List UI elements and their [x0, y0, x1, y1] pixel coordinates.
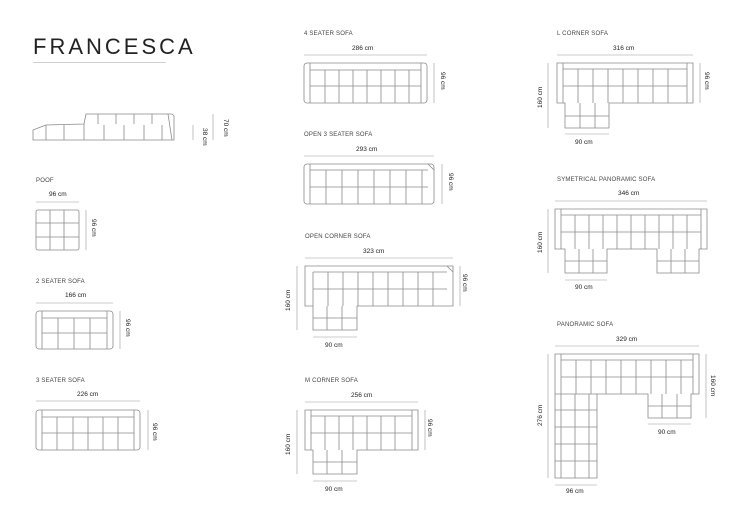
sofa4-depth-dim: 96 cm	[439, 72, 446, 90]
symmetrical-label: SYMETRICAL PANORAMIC SOFA	[557, 177, 656, 183]
poof-label: POOF	[36, 178, 54, 184]
panoramic-width-dim: 329 cm	[616, 336, 638, 343]
sofa3-depth-dim: 96 cm	[151, 423, 158, 441]
mcorner-drawing	[297, 402, 425, 481]
panoramic-drawing	[548, 346, 706, 485]
lcorner-width-dim: 316 cm	[613, 45, 635, 52]
sofa3-drawing	[36, 401, 148, 450]
opencorner-total-depth-dim: 160 cm	[285, 289, 292, 311]
open3-width-dim: 293 cm	[356, 146, 378, 153]
mcorner-width-dim: 256 cm	[351, 392, 373, 399]
opencorner-width-dim: 323 cm	[363, 248, 385, 255]
sofa3-label: 3 SEATER SOFA	[36, 378, 85, 384]
panoramic-label: PANORAMIC SOFA	[557, 322, 614, 328]
open3-label: OPEN 3 SEATER SOFA	[304, 132, 373, 138]
lcorner-total-depth-dim: 160 cm	[537, 86, 544, 108]
symmetrical-drawing	[548, 201, 707, 280]
open3-depth-dim: 96 cm	[447, 173, 454, 191]
mcorner-depth-dim: 96 cm	[426, 419, 433, 437]
lcorner-drawing	[548, 55, 700, 134]
lcorner-ext-width-dim: 90 cm	[575, 139, 593, 146]
sofa3-width-dim: 226 cm	[77, 391, 99, 398]
opencorner-ext-width-dim: 90 cm	[325, 342, 343, 349]
panoramic-left-ext-width-dim: 96 cm	[566, 488, 584, 495]
chaise-height-dim: 70 cm	[222, 119, 229, 137]
symmetrical-ext-width-dim: 90 cm	[575, 284, 593, 291]
lcorner-depth-dim: 96 cm	[703, 72, 710, 90]
sofa4-label: 4 SEATER SOFA	[304, 31, 353, 37]
poof-width-dim: 96 cm	[49, 191, 67, 198]
sofa2-label: 2 SEATER SOFA	[36, 279, 85, 285]
chaise-side-view	[33, 114, 213, 140]
panoramic-right-depth-dim: 160 cm	[709, 375, 716, 397]
sofa4-width-dim: 286 cm	[352, 45, 374, 52]
symmetrical-width-dim: 346 cm	[618, 190, 640, 197]
poof-depth-dim: 96 cm	[90, 219, 97, 237]
opencorner-depth-dim: 96 cm	[461, 274, 468, 292]
page-title: FRANCESCA	[33, 34, 196, 59]
sofa2-drawing	[36, 303, 120, 349]
symmetrical-total-depth-dim: 160 cm	[537, 231, 544, 253]
opencorner-drawing	[297, 258, 460, 337]
mcorner-total-depth-dim: 160 cm	[285, 433, 292, 455]
mcorner-ext-width-dim: 90 cm	[325, 486, 343, 493]
chaise-seat-height-dim: 38 cm	[201, 128, 208, 146]
lcorner-label: L CORNER SOFA	[557, 31, 609, 37]
sofa4-drawing	[304, 55, 434, 103]
sofa2-depth-dim: 96 cm	[124, 319, 131, 337]
open3-drawing	[304, 156, 442, 204]
sofa2-width-dim: 166 cm	[65, 292, 87, 299]
poof-drawing	[36, 202, 86, 250]
mcorner-label: M CORNER SOFA	[305, 378, 358, 384]
panoramic-right-ext-width-dim: 90 cm	[658, 429, 676, 436]
opencorner-label: OPEN CORNER SOFA	[305, 234, 371, 240]
panoramic-left-depth-dim: 276 cm	[537, 404, 544, 426]
